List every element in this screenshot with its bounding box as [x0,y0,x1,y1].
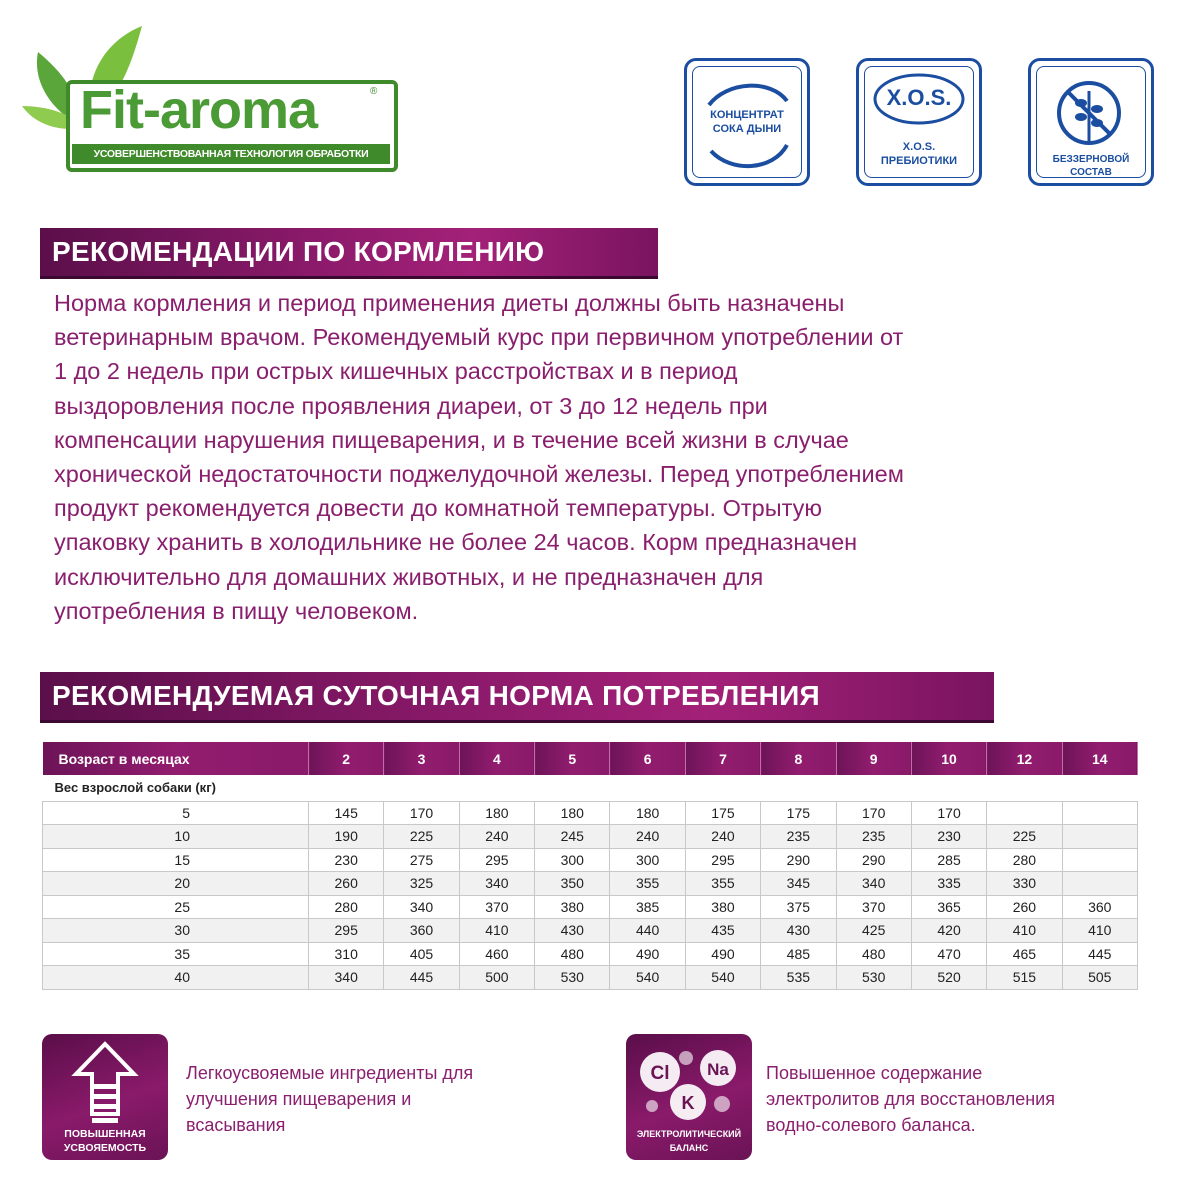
icon-label-line2: БАЛАНС [669,1143,709,1153]
digestibility-text [186,1060,473,1138]
norm-value-cell [1062,872,1137,896]
norm-value-cell: 480 [836,942,911,966]
feeding-heading: РЕКОМЕНДАЦИИ ПО КОРМЛЕНИЮ [40,228,658,276]
badge-label-line1: БЕЗЗЕРНОВОЙ СОСТАВ [1052,154,1130,178]
norm-value-cell: 295 [309,919,384,943]
norm-value-cell: 295 [459,848,534,872]
chem-na: Na [707,1060,729,1079]
norm-value-cell: 490 [610,942,685,966]
weight-cell: 5 [43,801,309,825]
feature-text-line: Повышенное содержание [766,1063,983,1083]
norm-value-cell: 355 [685,872,760,896]
norm-value-cell: 460 [459,942,534,966]
norm-value-cell: 340 [309,966,384,990]
norm-value-cell [1062,801,1137,825]
xos-big-label: X.O.S. [886,85,952,110]
norm-value-cell: 465 [987,942,1062,966]
feeding-text-line: ветеринарным врачом. Рекомендуемый курс при первичном употреблении от [54,324,904,351]
norm-value-cell: 380 [685,895,760,919]
norm-value-cell: 145 [309,801,384,825]
age-header-label: Возраст в месяцах [43,742,309,775]
norm-value-cell: 370 [836,895,911,919]
norm-value-cell: 485 [761,942,836,966]
weight-cell: 30 [43,919,309,943]
norm-value-cell: 235 [836,825,911,849]
feeding-text-line: употребления в пищу человеком. [54,597,419,624]
norm-value-cell: 170 [384,801,459,825]
norm-value-cell: 375 [761,895,836,919]
norm-value-cell: 470 [911,942,986,966]
norm-value-cell: 445 [384,966,459,990]
norm-value-cell: 240 [459,825,534,849]
norm-value-cell: 515 [987,966,1062,990]
norm-value-cell: 360 [1062,895,1137,919]
norm-value-cell: 435 [685,919,760,943]
norm-value-cell: 505 [1062,966,1137,990]
norm-value-cell: 225 [987,825,1062,849]
norm-value-cell [987,801,1062,825]
feeding-text-line: продукт рекомендуется довести до комнатной температуры. Отрытую [54,495,822,522]
norm-value-cell: 180 [459,801,534,825]
norm-value-cell: 175 [761,801,836,825]
norm-value-cell: 445 [1062,942,1137,966]
norm-value-cell: 170 [911,801,986,825]
norm-value-cell: 335 [911,872,986,896]
norm-value-cell: 425 [836,919,911,943]
weight-cell: 20 [43,872,309,896]
norm-value-cell: 260 [987,895,1062,919]
norm-value-cell: 340 [836,872,911,896]
weight-cell: 10 [43,825,309,849]
norm-value-cell: 410 [1062,919,1137,943]
badge-label-line1: X.O.S. [902,141,936,153]
age-header-cell: 6 [610,742,685,775]
norm-value-cell: 330 [987,872,1062,896]
norm-value-cell: 420 [911,919,986,943]
norm-value-cell: 440 [610,919,685,943]
weight-cell: 15 [43,848,309,872]
feeding-text-line: упаковку хранить в холодильнике не более 24 часов. Корм предназначен [54,529,858,556]
fit-aroma-logo [22,22,392,172]
norm-value-cell: 405 [384,942,459,966]
age-header-row [43,742,1138,775]
norm-value-cell: 240 [610,825,685,849]
feature-text-line: электролитов для восстановления [766,1089,1055,1109]
badge-label-line2: ПРЕБИОТИКИ [880,155,958,167]
table-row [43,895,1138,919]
norm-value-cell: 535 [761,966,836,990]
age-header-cell: 12 [987,742,1062,775]
age-header-cell: 3 [384,742,459,775]
feature-text-line: Легкоусвояемые ингредиенты для [186,1063,474,1083]
weight-cell: 35 [43,942,309,966]
norm-value-cell: 190 [309,825,384,849]
norm-value-cell [1062,848,1137,872]
norm-value-cell: 245 [535,825,610,849]
norm-value-cell: 340 [384,895,459,919]
norm-value-cell: 240 [685,825,760,849]
feature-text-line: водно-солевого баланса. [766,1115,976,1135]
age-header-cell: 9 [836,742,911,775]
norm-value-cell: 300 [535,848,610,872]
norm-value-cell: 290 [761,848,836,872]
table-row [43,942,1138,966]
icon-label-line2: УСВОЯЕМОСТЬ [63,1142,147,1154]
feature-text-line: улучшения пищеварения и [186,1089,412,1109]
melon-swirl-icon [687,61,807,183]
norm-value-cell: 410 [459,919,534,943]
norm-value-cell: 430 [761,919,836,943]
norm-heading: РЕКОМЕНДУЕМАЯ СУТОЧНАЯ НОРМА ПОТРЕБЛЕНИЯ [40,672,994,720]
norm-value-cell: 520 [911,966,986,990]
norm-value-cell: 290 [836,848,911,872]
weight-cell: 25 [43,895,309,919]
badge-label-line2: СОКА ДЫНИ [712,123,782,135]
logo-tagline: УСОВЕРШЕНСТВОВАННАЯ ТЕХНОЛОГИЯ ОБРАБОТКИ [72,144,390,164]
table-row [43,919,1138,943]
norm-value-cell: 490 [685,942,760,966]
table-row [43,966,1138,990]
icon-label-line1: ПОВЫШЕННАЯ [64,1128,146,1140]
feeding-text-line: 1 до 2 недель при острых кишечных расстройствах и в период [54,358,738,385]
norm-value-cell: 370 [459,895,534,919]
norm-value-cell: 345 [761,872,836,896]
feeding-text-line: Норма кормления и период применения диеты должны быть назначены [54,290,845,316]
norm-value-cell: 365 [911,895,986,919]
norm-value-cell: 530 [535,966,610,990]
electrolyte-icon-tile [626,1034,752,1160]
norm-value-cell: 285 [911,848,986,872]
table-row [43,872,1138,896]
norm-value-cell: 225 [384,825,459,849]
norm-value-cell: 340 [459,872,534,896]
norm-value-cell: 355 [610,872,685,896]
feature-text-line: всасывания [186,1115,286,1135]
table-row [43,801,1138,825]
norm-value-cell: 540 [685,966,760,990]
icon-label-line1: ЭЛЕКТРОЛИТИЧЕСКИЙ [636,1129,742,1139]
norm-value-cell: 180 [610,801,685,825]
norm-value-cell: 180 [535,801,610,825]
age-header-cell: 10 [911,742,986,775]
age-header-cell: 2 [309,742,384,775]
norm-value-cell: 500 [459,966,534,990]
norm-value-cell: 410 [987,919,1062,943]
norm-value-cell: 280 [309,895,384,919]
norm-value-cell: 430 [535,919,610,943]
chem-k: K [681,1093,695,1113]
grain-free-badge [1028,58,1154,186]
norm-value-cell: 275 [384,848,459,872]
weight-header-label: Вес взрослой собаки (кг) [43,775,1138,801]
norm-value-cell: 295 [685,848,760,872]
norm-value-cell: 530 [836,966,911,990]
melon-juice-badge [684,58,810,186]
norm-value-cell: 480 [535,942,610,966]
norm-value-cell: 235 [761,825,836,849]
age-header-cell: 5 [535,742,610,775]
logo-wordmark: Fit-aroma [80,80,318,140]
feeding-text-line: выздоровления после проявления диареи, от 3 до 12 недель при [54,392,768,419]
digestibility-icon-tile [42,1034,168,1160]
norm-value-cell: 540 [610,966,685,990]
norm-value-cell: 325 [384,872,459,896]
norm-value-cell: 360 [384,919,459,943]
daily-norm-table [42,742,1138,990]
feeding-text [54,286,1164,628]
norm-value-cell: 230 [911,825,986,849]
table-row [43,825,1138,849]
age-header-cell: 4 [459,742,534,775]
chem-cl: Cl [650,1063,670,1084]
age-header-cell: 14 [1062,742,1137,775]
feeding-text-line: исключительно для домашних животных, и не предназначен для [54,563,764,590]
norm-value-cell: 300 [610,848,685,872]
norm-value-cell [1062,825,1137,849]
age-header-cell: 7 [685,742,760,775]
electrolyte-text [766,1060,1055,1138]
feeding-text-line: компенсации нарушения пищеварения, и в течение всей жизни в случае [54,426,849,453]
norm-value-cell: 380 [535,895,610,919]
feeding-text-line: хронической недостаточности поджелудочной железы. Перед употреблением [54,461,904,488]
norm-value-cell: 230 [309,848,384,872]
table-row [43,848,1138,872]
badge-label-line1: КОНЦЕНТРАТ [710,109,784,121]
norm-value-cell: 175 [685,801,760,825]
norm-value-cell: 280 [987,848,1062,872]
weight-cell: 40 [43,966,309,990]
norm-value-cell: 170 [836,801,911,825]
age-header-cell: 8 [761,742,836,775]
weight-header-row [43,775,1138,801]
xos-prebiotics-badge [856,58,982,186]
norm-value-cell: 385 [610,895,685,919]
norm-value-cell: 260 [309,872,384,896]
norm-value-cell: 310 [309,942,384,966]
norm-value-cell: 350 [535,872,610,896]
logo-reg-mark: ® [370,86,378,97]
